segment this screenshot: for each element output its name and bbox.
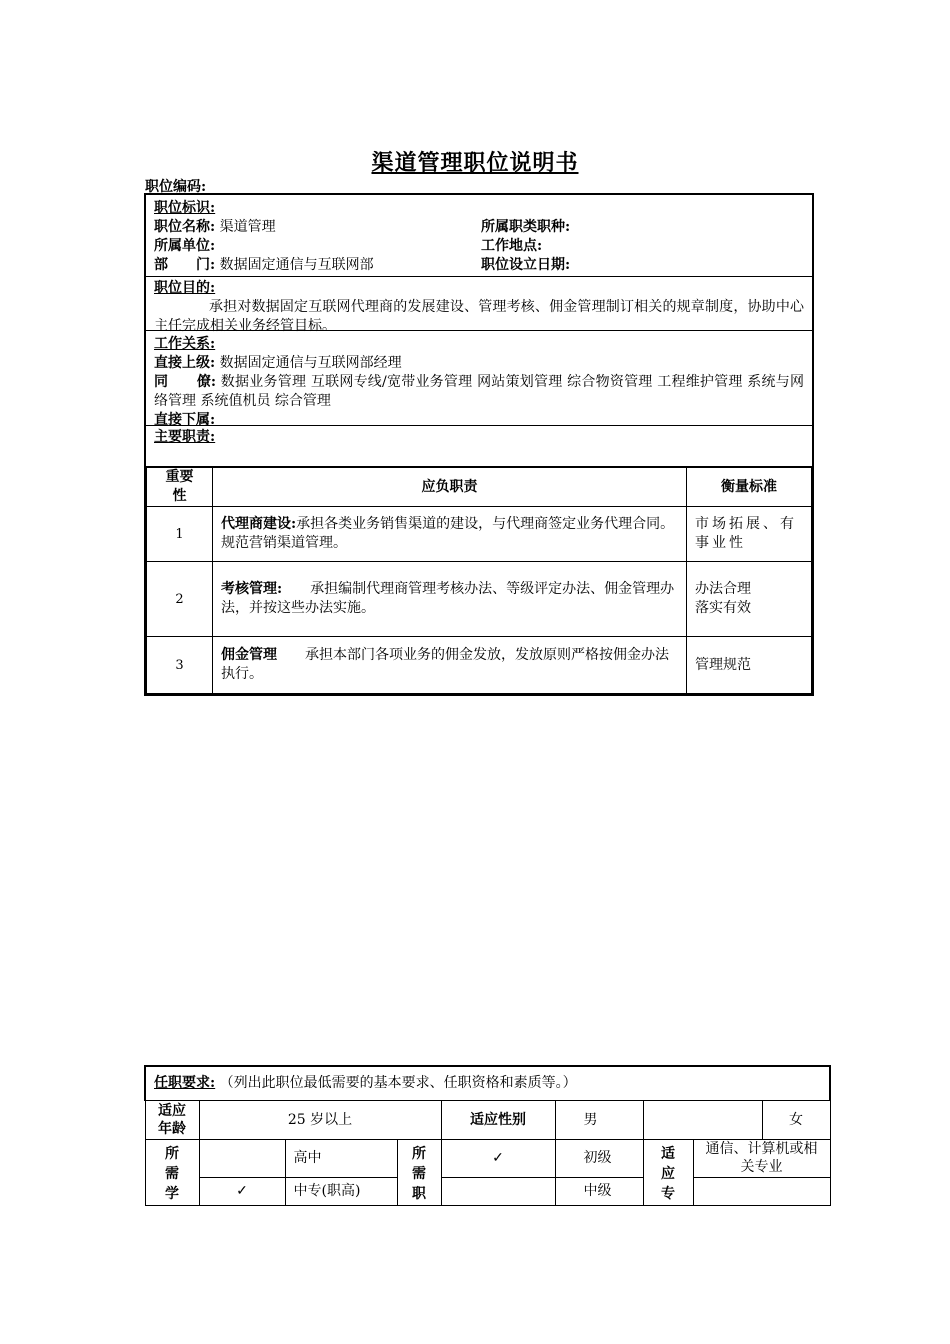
standard-cell: 管理规范: [687, 637, 812, 694]
major-extra: [693, 1177, 830, 1206]
table-row: [147, 507, 812, 562]
duties-header-row: [147, 468, 812, 507]
unit-label: 所属单位:: [154, 238, 216, 254]
duty-text: 承担编制代理商管理考核办法、等级评定办法、佣金管理办法，并按这些办法实施。: [221, 581, 675, 616]
requirements-form: [144, 1065, 829, 1206]
location-label: 工作地点:: [481, 238, 543, 254]
duty-title: 佣金管理: [221, 647, 277, 663]
dept-value: 数据固定通信与互联网部: [219, 257, 374, 273]
edu-option-technical: 中专(职高): [285, 1177, 397, 1206]
duties-label: 主要职责:: [154, 429, 216, 445]
identification-label: 职位标识:: [154, 200, 216, 216]
purpose-section: [146, 277, 812, 334]
name-label: 职位名称:: [154, 219, 216, 235]
position-form: [144, 193, 814, 696]
requirements-header-row: [145, 1066, 830, 1100]
duties-section: [146, 426, 812, 467]
duty-cell: [213, 507, 687, 562]
importance-cell: 1: [147, 507, 213, 562]
peer-value: 数据业务管理 互联网专线/宽带业务管理 网站策划管理 综合物资管理 工程维护管理 系统与网络管理 系统值机员 综合管理: [154, 374, 805, 409]
document-title: 渠道管理职位说明书: [371, 150, 579, 176]
gender-male-check: [643, 1100, 762, 1139]
importance-cell: 2: [147, 562, 213, 637]
superior-value: 数据固定通信与互联网部经理: [219, 355, 402, 371]
edu-check-2: ✓: [199, 1177, 285, 1206]
requirements-note: （列出此职位最低需要的基本要求、任职资格和素质等。）: [219, 1075, 577, 1092]
requirements-header: [145, 1066, 830, 1100]
edu-row-2: [145, 1177, 830, 1206]
major-value: 通信、计算机或相关专业: [693, 1139, 830, 1177]
peer-label: 同 僚:: [154, 374, 217, 390]
purpose-label: 职位目的:: [154, 280, 216, 296]
duty-cell: [213, 637, 687, 694]
importance-cell: 3: [147, 637, 213, 694]
purpose-text: 承担对数据固定互联网代理商的发展建设、管理考核、佣金管理制订相关的规章制度，协助中心主任完成相关业务经管目标。: [154, 299, 804, 334]
relations-section: [146, 331, 812, 426]
name-value: 渠道管理: [219, 219, 276, 235]
edu-row-1: [145, 1139, 830, 1177]
age-row: [145, 1100, 830, 1139]
gender-female: 女: [762, 1100, 830, 1139]
identification-section: [146, 195, 812, 277]
requirements-label: 任职要求:: [154, 1075, 216, 1092]
age-value: 25 岁以上: [199, 1100, 441, 1139]
duty-cell: [213, 562, 687, 637]
standard-cell: 办法合理 落实有效: [687, 562, 812, 637]
subordinate-label: 直接下属:: [154, 412, 216, 428]
duties-table: [146, 467, 812, 694]
standard-cell: 市场拓展、有事业性: [687, 507, 812, 562]
duty-text: 承担各类业务销售渠道的建设，与代理商签定业务代理合同。规范营销渠道管理。: [221, 516, 675, 551]
relations-label: 工作关系:: [154, 336, 216, 352]
table-row: [147, 637, 812, 694]
date-label: 职位设立日期:: [481, 257, 571, 273]
title-check-2: [441, 1177, 555, 1206]
gender-male: 男: [555, 1100, 643, 1139]
age-label: 适应年龄: [145, 1100, 199, 1139]
title-option-middle: 中级: [555, 1177, 643, 1206]
header-standard: 衡量标准: [687, 468, 812, 507]
major-label: 适应专: [643, 1139, 693, 1206]
category-label: 所属职类职种:: [481, 219, 571, 235]
header-importance: 重要性: [147, 468, 213, 507]
superior-label: 直接上级:: [154, 355, 216, 371]
gender-label: 适应性别: [441, 1100, 555, 1139]
position-code-label: 职位编码:: [145, 179, 207, 195]
title-check: ✓: [441, 1139, 555, 1177]
duty-title: 代理商建设:: [221, 516, 297, 532]
edu-check-1: [199, 1139, 285, 1177]
edu-label: 所需学: [145, 1139, 199, 1206]
dept-label: 部 门:: [154, 257, 216, 273]
duty-title: 考核管理:: [221, 581, 283, 597]
duty-text: 承担本部门各项业务的佣金发放，发放原则严格按佣金办法执行。: [221, 647, 669, 682]
table-row: [147, 562, 812, 637]
edu-option-high-school: 高中: [285, 1139, 397, 1177]
title-option-junior: 初级: [555, 1139, 643, 1177]
title-label: 所需职: [397, 1139, 441, 1206]
header-duty: 应负职责: [213, 468, 687, 507]
